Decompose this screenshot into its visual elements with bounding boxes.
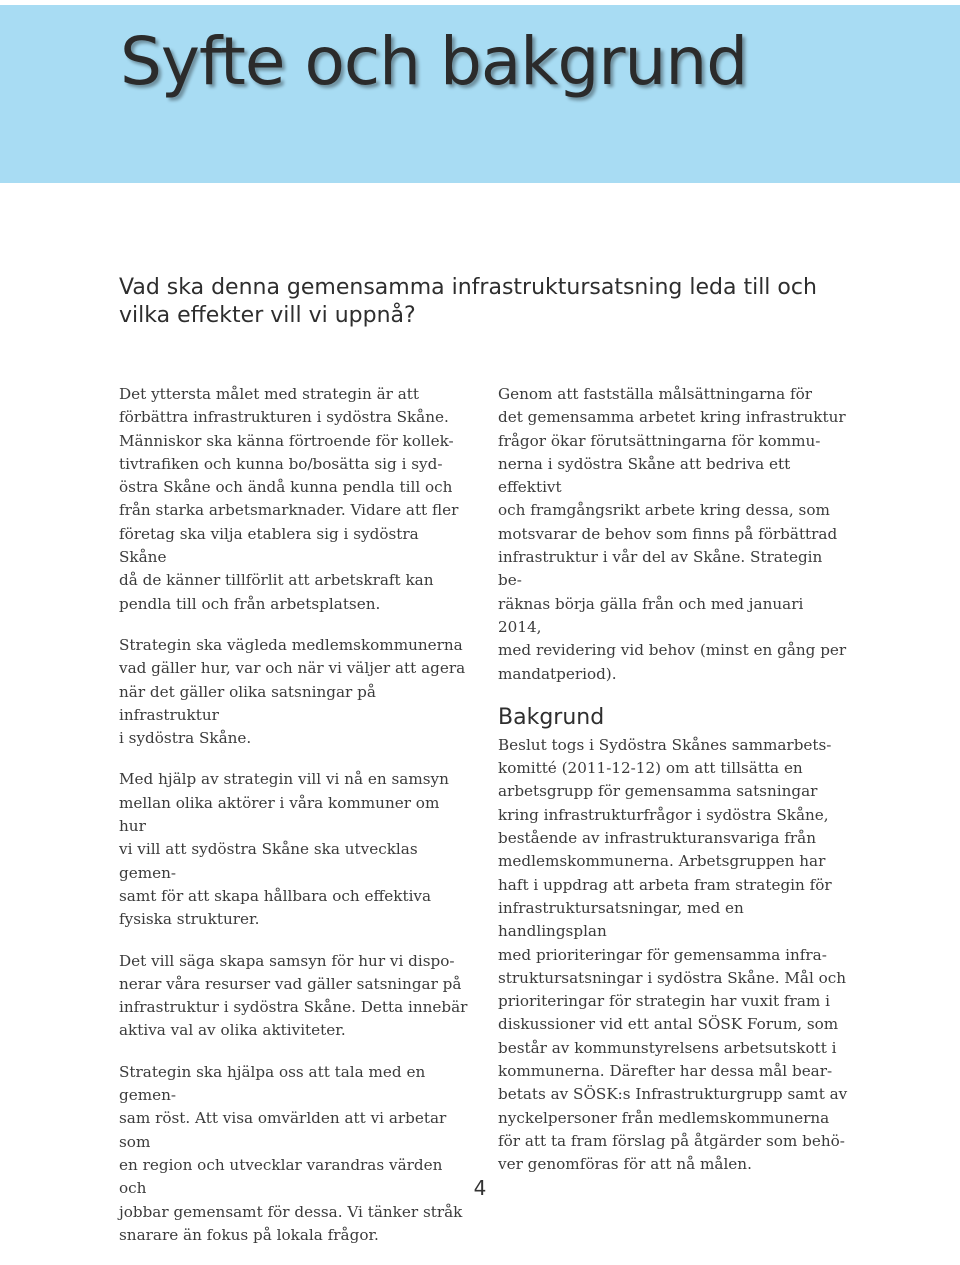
left-column [119,383,469,1265]
left-paragraph-4: Det vill säga skapa samsyn för hur vi dispo- nerar våra resurser vad gäller satsningar på infrastruktur i sydöstra Skåne. Detta innebär aktiva val av olika aktiviteter. [119,951,468,1040]
left-paragraph-3: Med hjälp av strategin vill vi nå en samsyn mellan olika aktörer i våra kommuner om hur vi vill att sydöstra Skåne ska utvecklas gemen- samt för att skapa hållbara och effektiva fysiska strukturer. [119,770,449,929]
left-paragraph-2: Strategin ska vägleda medlemskommunerna vad gäller hur, var och när vi väljer att agera när det gäller olika satsningar på infrastruktur i sydöstra Skåne. [119,635,466,748]
section-heading-bakgrund: Bakgrund [498,704,605,730]
lead-question: Vad ska denna gemensamma infrastruktursatsning leda till och vilka effekter vill vi uppnå? [119,275,817,328]
right-column [498,383,848,1195]
page-number: 4 [473,1176,487,1200]
page-title: Syfte och bakgrund [120,23,748,100]
header-band [0,5,960,183]
right-intro-paragraph: Genom att fastställa målsättningarna för det gemensamma arbetet kring infrastruktur frågor ökar förutsättningarna för kommu- nerna i sydöstra Skåne att bedriva ett effektivt och framgångsrikt arbete kring dessa, som motsvarar de behov som finns på förbättrad infrastruktur i vår del av Skåne. Strategin be- räknas börja gälla från och med januari 2014, med revidering vid behov (minst en gång per mandatperiod). [498,385,847,683]
left-paragraph-1: Det yttersta målet med strategin är att förbättra infrastrukturen i sydöstra Skåne. Människor ska känna förtroende för kollek- tivtrafiken och kunna bo/bosätta sig i syd- östra Skåne och ändå kunna pendla till och från starka arbetsmarknader. Vidare att fler företag ska vilja etablera sig i sydöstra Skåne då de känner tillförlit att arbetskraft kan pendla till och från arbetsplatsen. [119,385,459,613]
left-paragraph-5: Strategin ska hjälpa oss att tala med en gemen- sam röst. Att visa omvärlden att vi arbetar som en region och utvecklar varandras värden och jobbar gemensamt för dessa. Vi tänker stråk snarare än fokus på lokala frågor. [119,1062,463,1244]
bakgrund-paragraph: Beslut togs i Sydöstra Skånes sammarbets- komitté (2011-12-12) om att tillsätta en arbetsgrupp för gemensamma satsningar kring infrastrukturfrågor i sydöstra Skåne, bestående av infrastrukturansvariga från medlemskommunerna. Arbetsgruppen har haft i uppdrag att arbeta fram strategin för infrastruktursatsningar, med en handlingsplan med prioriteringar för gemensamma infra- struktursatsningar i sydöstra Skåne. Mål och prioriteringar för strategin har vuxit fram i diskussioner vid ett antal SÖSK Forum, som består av kommunstyrelsens arbetsutskott i kommunerna. Därefter har dessa mål bear- betats av SÖSK:s Infrastrukturgrupp samt av nyckelpersoner från medlemskommunerna för att ta fram förslag på åtgärder som behö- ver genomföras för att nå målen. [498,735,848,1174]
